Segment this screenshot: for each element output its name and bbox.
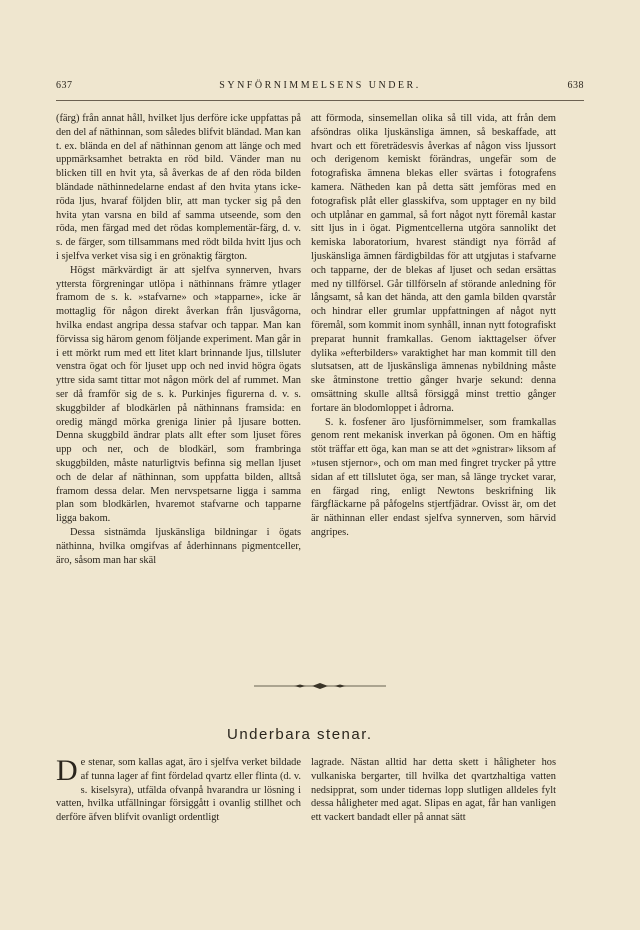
right-column: [311, 112, 556, 540]
left-paragraph-3: Dessa sistnämda ljuskänsliga bildningar i ögats näthinna, hvilka omgifvas af åderhinnans pigmentceller, äro, såsom man har skäl: [56, 526, 301, 566]
bottom-left-column: [56, 756, 301, 825]
bottom-right-text: lagrade. Nästan alltid har detta skett i håligheter hos vulkaniska bergarter, till hvilka det qvartzhaltiga vatten nedsipprat, som under tidernas lopp slutligen alldeles fylt dessa håligheter med agat. Slipas en agat, får han vanligen ett vackert bandadt eller på annat sätt: [311, 757, 556, 824]
page-number-right: 638: [567, 80, 584, 91]
left-column: [56, 112, 301, 567]
running-title: SYNFÖRNIMMELSENS UNDER.: [219, 80, 421, 91]
bottom-right-column: [311, 756, 556, 825]
drop-cap: D: [56, 754, 78, 787]
page-number-left: 637: [56, 80, 73, 91]
section-title: Underbara stenar.: [227, 726, 373, 743]
left-paragraph-2: Högst märkvärdigt är att sjelfva synnerven, hvars yttersta förgreningar utlöpa i näthinnans främre ytlager framom de s. k. »stafvarne» och »tapparne», icke är mottaglig för någon direkt åverkan från ljusvågorna, hvilka endast angripa dessa stafvar och tappar. Man kan förvissa sig härom genom följande experiment. Man går in i ett mörkt rum med ett litet klart brinnande ljus, tillsluter venstra ögat och för ljuset upp och ned invid högra ögats yttre sida samt tittar mot någon mörk del af rummet. Man ser då framför sig de s. k. Purkinjes figurerna d. v. s. skuggbilder af blodkärlen på näthinnans framsida: en oredig mängd mörka greniga linier på ljusare botten. Denna skuggbild ändrar plats allt efter som ljuset föres upp och ner, och de blodkärl, som frambringa skuggbilden, måste naturligtvis befinna sig mellan ljuset och de delar af näthinnan, som uppfatta bilden, alltså framom dessa delar. Men nervspetsarne ligga i samma plan som blodkärlen, hvaremot stafvarne och tapparne ligga bakom.: [56, 264, 301, 525]
right-paragraph-2: S. k. fosfener äro ljusförnimmelser, som framkallas genom rent mekanisk inverkan på ögonen. Om en häftig stöt träffar ett öga, kan man se att det »gnistrar» liksom af »tusen stjernor», och om man med fingret trycker på yttre sidan af ett tillslutet öga, ser man, så länge trycket varar, en färgad ring, enligt Newtons beskrifning lik färgfläckarne på påfogelns stjertfjädrar. Ovisst är, om det är näthinnan eller endast sjelfva synnerven, som härvid angripes.: [311, 416, 556, 538]
left-paragraph-1: (färg) från annat håll, hvilket ljus derföre icke uppfattas på den del af näthinnan, som således blifvit bländad. Man kan t. ex. blända en del af näthinnan genom att länge och med uppmärksamhet betrakta en röd bild. Vänder man nu blicken till en hvit yta, så åverkas de af den röda bilden bländade näthinnedelarne endast af den hvita ytans icke-röda ljus, hvaraf följden blir, att man tycker sig på den hvita ytan varsna en bild af samma utseende, som den röda, men färgad med det rödas komplementär-färg, d. v. s. de färger, som tillsammans med rödt bilda hvitt ljus och i sjelfva verket visa sig i en grönaktig färgton.: [56, 113, 301, 262]
header-rule: [56, 100, 584, 101]
section-divider-ornament: [250, 681, 390, 691]
running-header: [56, 80, 584, 96]
right-paragraph-1: att förmoda, sinsemellan olika så till vida, att från dem afsöndras olika ljuskänsliga ämnen, så beskaffade, att hvart och ett företrädesvis åverkas af någon viss ljussort och derigenom kemiskt förändras, ungefär som de fotografiska ämnena blekas eller svärtas i fotografens kamera. Nätheden kan på detta sätt jemföras med en fotografisk plåt eller glasskifva, som upptager en ny bild och utplånar en gammal, så fort något nytt föremål kastar sitt ljus in i ögat. Pigmentcellerna utgöra sannolikt det kemiska laboratorium, hvarest ständigt nya förråd af ljuskänsliga ämnen färdigbildas för att utgjutas i stafvarne och tapparne, der de blekas af ljuset och sedan ersättas med ny tillförsel. Går tillförseln af störande anledning för långsamt, så kan det hända, att den gamla bilden qvarstår och hindrar eller grumlar uppfattningen af något nytt föremål, som kommit inom synhåll, innan nytt fotografiskt preparat hunnit framkallas. Genom iakttagelser öfver dylika »efterbilders» varaktighet har man kommit till den slutsatsen, att de ljuskänsliga ämnenas nybildning måste ske åtminstone trettio gånger hvarje sekund: denna omsättning skulle alltså försiggå minst trettio gånger fortare än blodomloppet i ådrorna.: [311, 113, 556, 414]
bottom-left-text: e stenar, som kallas agat, äro i sjelfva verket bildade af tunna lager af fint fördelad qvartz eller flinta (d. v. s. kiselsyra), utfälda ofvanpå hvarandra ur lösning i vatten, hvilka utfällningar försiggått i ovanlig stillhet och derföre äfven blifvit ovanligt ordentligt: [56, 757, 301, 824]
